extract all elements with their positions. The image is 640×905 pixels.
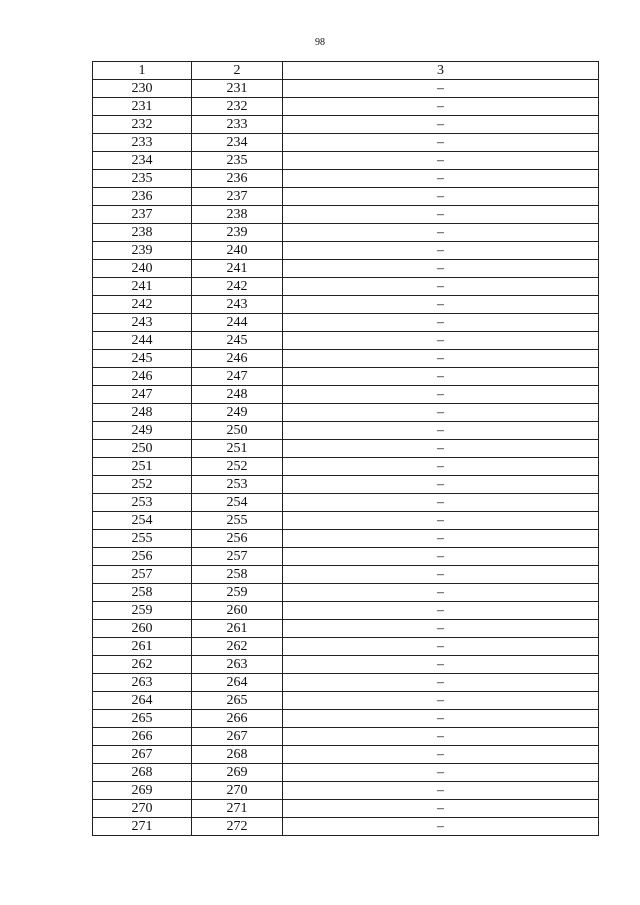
- table-row: [93, 368, 599, 386]
- table-row: [93, 278, 599, 296]
- cell-col-2: 272: [192, 818, 283, 836]
- table-row: [93, 386, 599, 404]
- cell-col-2: 271: [192, 800, 283, 818]
- cell-col-3: –: [283, 764, 599, 782]
- table-row: [93, 350, 599, 368]
- table-row: [93, 530, 599, 548]
- cell-col-2: 252: [192, 458, 283, 476]
- cell-col-1: 251: [93, 458, 192, 476]
- cell-col-1: 265: [93, 710, 192, 728]
- table-row: [93, 818, 599, 836]
- cell-col-3: –: [283, 800, 599, 818]
- cell-col-2: 237: [192, 188, 283, 206]
- cell-col-1: 236: [93, 188, 192, 206]
- cell-col-2: 255: [192, 512, 283, 530]
- cell-col-2: 233: [192, 116, 283, 134]
- page-number: 98: [315, 37, 325, 48]
- table-row: [93, 458, 599, 476]
- cell-col-3: –: [283, 206, 599, 224]
- cell-col-1: 241: [93, 278, 192, 296]
- cell-col-2: 236: [192, 170, 283, 188]
- cell-col-3: –: [283, 368, 599, 386]
- cell-col-2: 245: [192, 332, 283, 350]
- cell-col-2: 248: [192, 386, 283, 404]
- cell-col-1: 237: [93, 206, 192, 224]
- cell-col-1: 230: [93, 80, 192, 98]
- cell-col-1: 244: [93, 332, 192, 350]
- cell-col-2: 253: [192, 476, 283, 494]
- cell-col-2: 256: [192, 530, 283, 548]
- table-row: [93, 170, 599, 188]
- table-row: [93, 620, 599, 638]
- cell-col-1: 267: [93, 746, 192, 764]
- table-row: [93, 494, 599, 512]
- table-row: [93, 422, 599, 440]
- cell-col-2: 268: [192, 746, 283, 764]
- table-row: [93, 602, 599, 620]
- table-row: [93, 728, 599, 746]
- cell-col-2: 250: [192, 422, 283, 440]
- cell-col-3: –: [283, 170, 599, 188]
- cell-col-1: 232: [93, 116, 192, 134]
- cell-col-2: 263: [192, 656, 283, 674]
- cell-col-3: –: [283, 350, 599, 368]
- table-row: [93, 260, 599, 278]
- cell-col-1: 266: [93, 728, 192, 746]
- column-header-1: 1: [93, 62, 192, 80]
- table-row: [93, 710, 599, 728]
- cell-col-1: 250: [93, 440, 192, 458]
- cell-col-3: –: [283, 782, 599, 800]
- table-row: [93, 152, 599, 170]
- cell-col-3: –: [283, 152, 599, 170]
- cell-col-1: 239: [93, 242, 192, 260]
- table-row: [93, 332, 599, 350]
- table-row: [93, 674, 599, 692]
- cell-col-1: 271: [93, 818, 192, 836]
- cell-col-3: –: [283, 260, 599, 278]
- table-row: [93, 764, 599, 782]
- cell-col-2: 259: [192, 584, 283, 602]
- cell-col-2: 262: [192, 638, 283, 656]
- cell-col-1: 264: [93, 692, 192, 710]
- cell-col-2: 247: [192, 368, 283, 386]
- table-row: [93, 314, 599, 332]
- cell-col-1: 262: [93, 656, 192, 674]
- table-row: [93, 566, 599, 584]
- table-row: [93, 638, 599, 656]
- cell-col-2: 270: [192, 782, 283, 800]
- cell-col-2: 267: [192, 728, 283, 746]
- cell-col-1: 259: [93, 602, 192, 620]
- cell-col-2: 269: [192, 764, 283, 782]
- cell-col-1: 233: [93, 134, 192, 152]
- cell-col-2: 241: [192, 260, 283, 278]
- table-row: [93, 692, 599, 710]
- cell-col-3: –: [283, 314, 599, 332]
- cell-col-3: –: [283, 332, 599, 350]
- cell-col-3: –: [283, 584, 599, 602]
- cell-col-2: 249: [192, 404, 283, 422]
- cell-col-1: 260: [93, 620, 192, 638]
- cell-col-2: 244: [192, 314, 283, 332]
- cell-col-1: 252: [93, 476, 192, 494]
- cell-col-3: –: [283, 242, 599, 260]
- cell-col-1: 246: [93, 368, 192, 386]
- cell-col-3: –: [283, 458, 599, 476]
- cell-col-3: –: [283, 80, 599, 98]
- cell-col-1: 263: [93, 674, 192, 692]
- cell-col-3: –: [283, 602, 599, 620]
- cell-col-2: 265: [192, 692, 283, 710]
- cell-col-2: 242: [192, 278, 283, 296]
- cell-col-1: 245: [93, 350, 192, 368]
- cell-col-3: –: [283, 494, 599, 512]
- table-row: [93, 800, 599, 818]
- cell-col-1: 234: [93, 152, 192, 170]
- header-row: [93, 62, 599, 80]
- table-row: [93, 440, 599, 458]
- cell-col-2: 246: [192, 350, 283, 368]
- cell-col-3: –: [283, 566, 599, 584]
- table-row: [93, 476, 599, 494]
- cell-col-2: 251: [192, 440, 283, 458]
- table-row: [93, 242, 599, 260]
- cell-col-1: 261: [93, 638, 192, 656]
- cell-col-3: –: [283, 278, 599, 296]
- cell-col-1: 268: [93, 764, 192, 782]
- data-table: [92, 61, 599, 836]
- cell-col-2: 254: [192, 494, 283, 512]
- cell-col-2: 261: [192, 620, 283, 638]
- cell-col-2: 260: [192, 602, 283, 620]
- table-row: [93, 98, 599, 116]
- cell-col-1: 254: [93, 512, 192, 530]
- cell-col-2: 264: [192, 674, 283, 692]
- table-row: [93, 584, 599, 602]
- table-row: [93, 80, 599, 98]
- cell-col-2: 232: [192, 98, 283, 116]
- table-row: [93, 134, 599, 152]
- cell-col-1: 242: [93, 296, 192, 314]
- cell-col-1: 253: [93, 494, 192, 512]
- cell-col-1: 270: [93, 800, 192, 818]
- cell-col-2: 257: [192, 548, 283, 566]
- cell-col-3: –: [283, 116, 599, 134]
- cell-col-1: 249: [93, 422, 192, 440]
- cell-col-2: 238: [192, 206, 283, 224]
- cell-col-3: –: [283, 476, 599, 494]
- cell-col-3: –: [283, 440, 599, 458]
- cell-col-2: 231: [192, 80, 283, 98]
- cell-col-3: –: [283, 818, 599, 836]
- table-row: [93, 656, 599, 674]
- table-row: [93, 206, 599, 224]
- table-row: [93, 116, 599, 134]
- cell-col-3: –: [283, 674, 599, 692]
- cell-col-3: –: [283, 548, 599, 566]
- table-row: [93, 746, 599, 764]
- cell-col-1: 256: [93, 548, 192, 566]
- cell-col-3: –: [283, 134, 599, 152]
- cell-col-3: –: [283, 404, 599, 422]
- cell-col-2: 243: [192, 296, 283, 314]
- cell-col-3: –: [283, 188, 599, 206]
- cell-col-3: –: [283, 422, 599, 440]
- cell-col-2: 239: [192, 224, 283, 242]
- table-row: [93, 548, 599, 566]
- cell-col-3: –: [283, 224, 599, 242]
- cell-col-1: 231: [93, 98, 192, 116]
- table-row: [93, 188, 599, 206]
- cell-col-1: 235: [93, 170, 192, 188]
- cell-col-3: –: [283, 530, 599, 548]
- cell-col-2: 240: [192, 242, 283, 260]
- cell-col-1: 238: [93, 224, 192, 242]
- cell-col-1: 255: [93, 530, 192, 548]
- table-row: [93, 512, 599, 530]
- cell-col-3: –: [283, 512, 599, 530]
- cell-col-2: 235: [192, 152, 283, 170]
- cell-col-3: –: [283, 98, 599, 116]
- cell-col-1: 269: [93, 782, 192, 800]
- cell-col-3: –: [283, 386, 599, 404]
- cell-col-2: 266: [192, 710, 283, 728]
- cell-col-1: 248: [93, 404, 192, 422]
- cell-col-1: 240: [93, 260, 192, 278]
- table-row: [93, 224, 599, 242]
- cell-col-1: 247: [93, 386, 192, 404]
- table-body: [93, 62, 599, 836]
- cell-col-3: –: [283, 692, 599, 710]
- table-row: [93, 296, 599, 314]
- cell-col-3: –: [283, 710, 599, 728]
- table-row: [93, 404, 599, 422]
- cell-col-2: 258: [192, 566, 283, 584]
- cell-col-3: –: [283, 746, 599, 764]
- cell-col-3: –: [283, 296, 599, 314]
- cell-col-3: –: [283, 638, 599, 656]
- cell-col-1: 243: [93, 314, 192, 332]
- cell-col-2: 234: [192, 134, 283, 152]
- cell-col-3: –: [283, 728, 599, 746]
- cell-col-1: 257: [93, 566, 192, 584]
- column-header-3: 3: [283, 62, 599, 80]
- column-header-2: 2: [192, 62, 283, 80]
- cell-col-3: –: [283, 620, 599, 638]
- table-row: [93, 782, 599, 800]
- cell-col-3: –: [283, 656, 599, 674]
- cell-col-1: 258: [93, 584, 192, 602]
